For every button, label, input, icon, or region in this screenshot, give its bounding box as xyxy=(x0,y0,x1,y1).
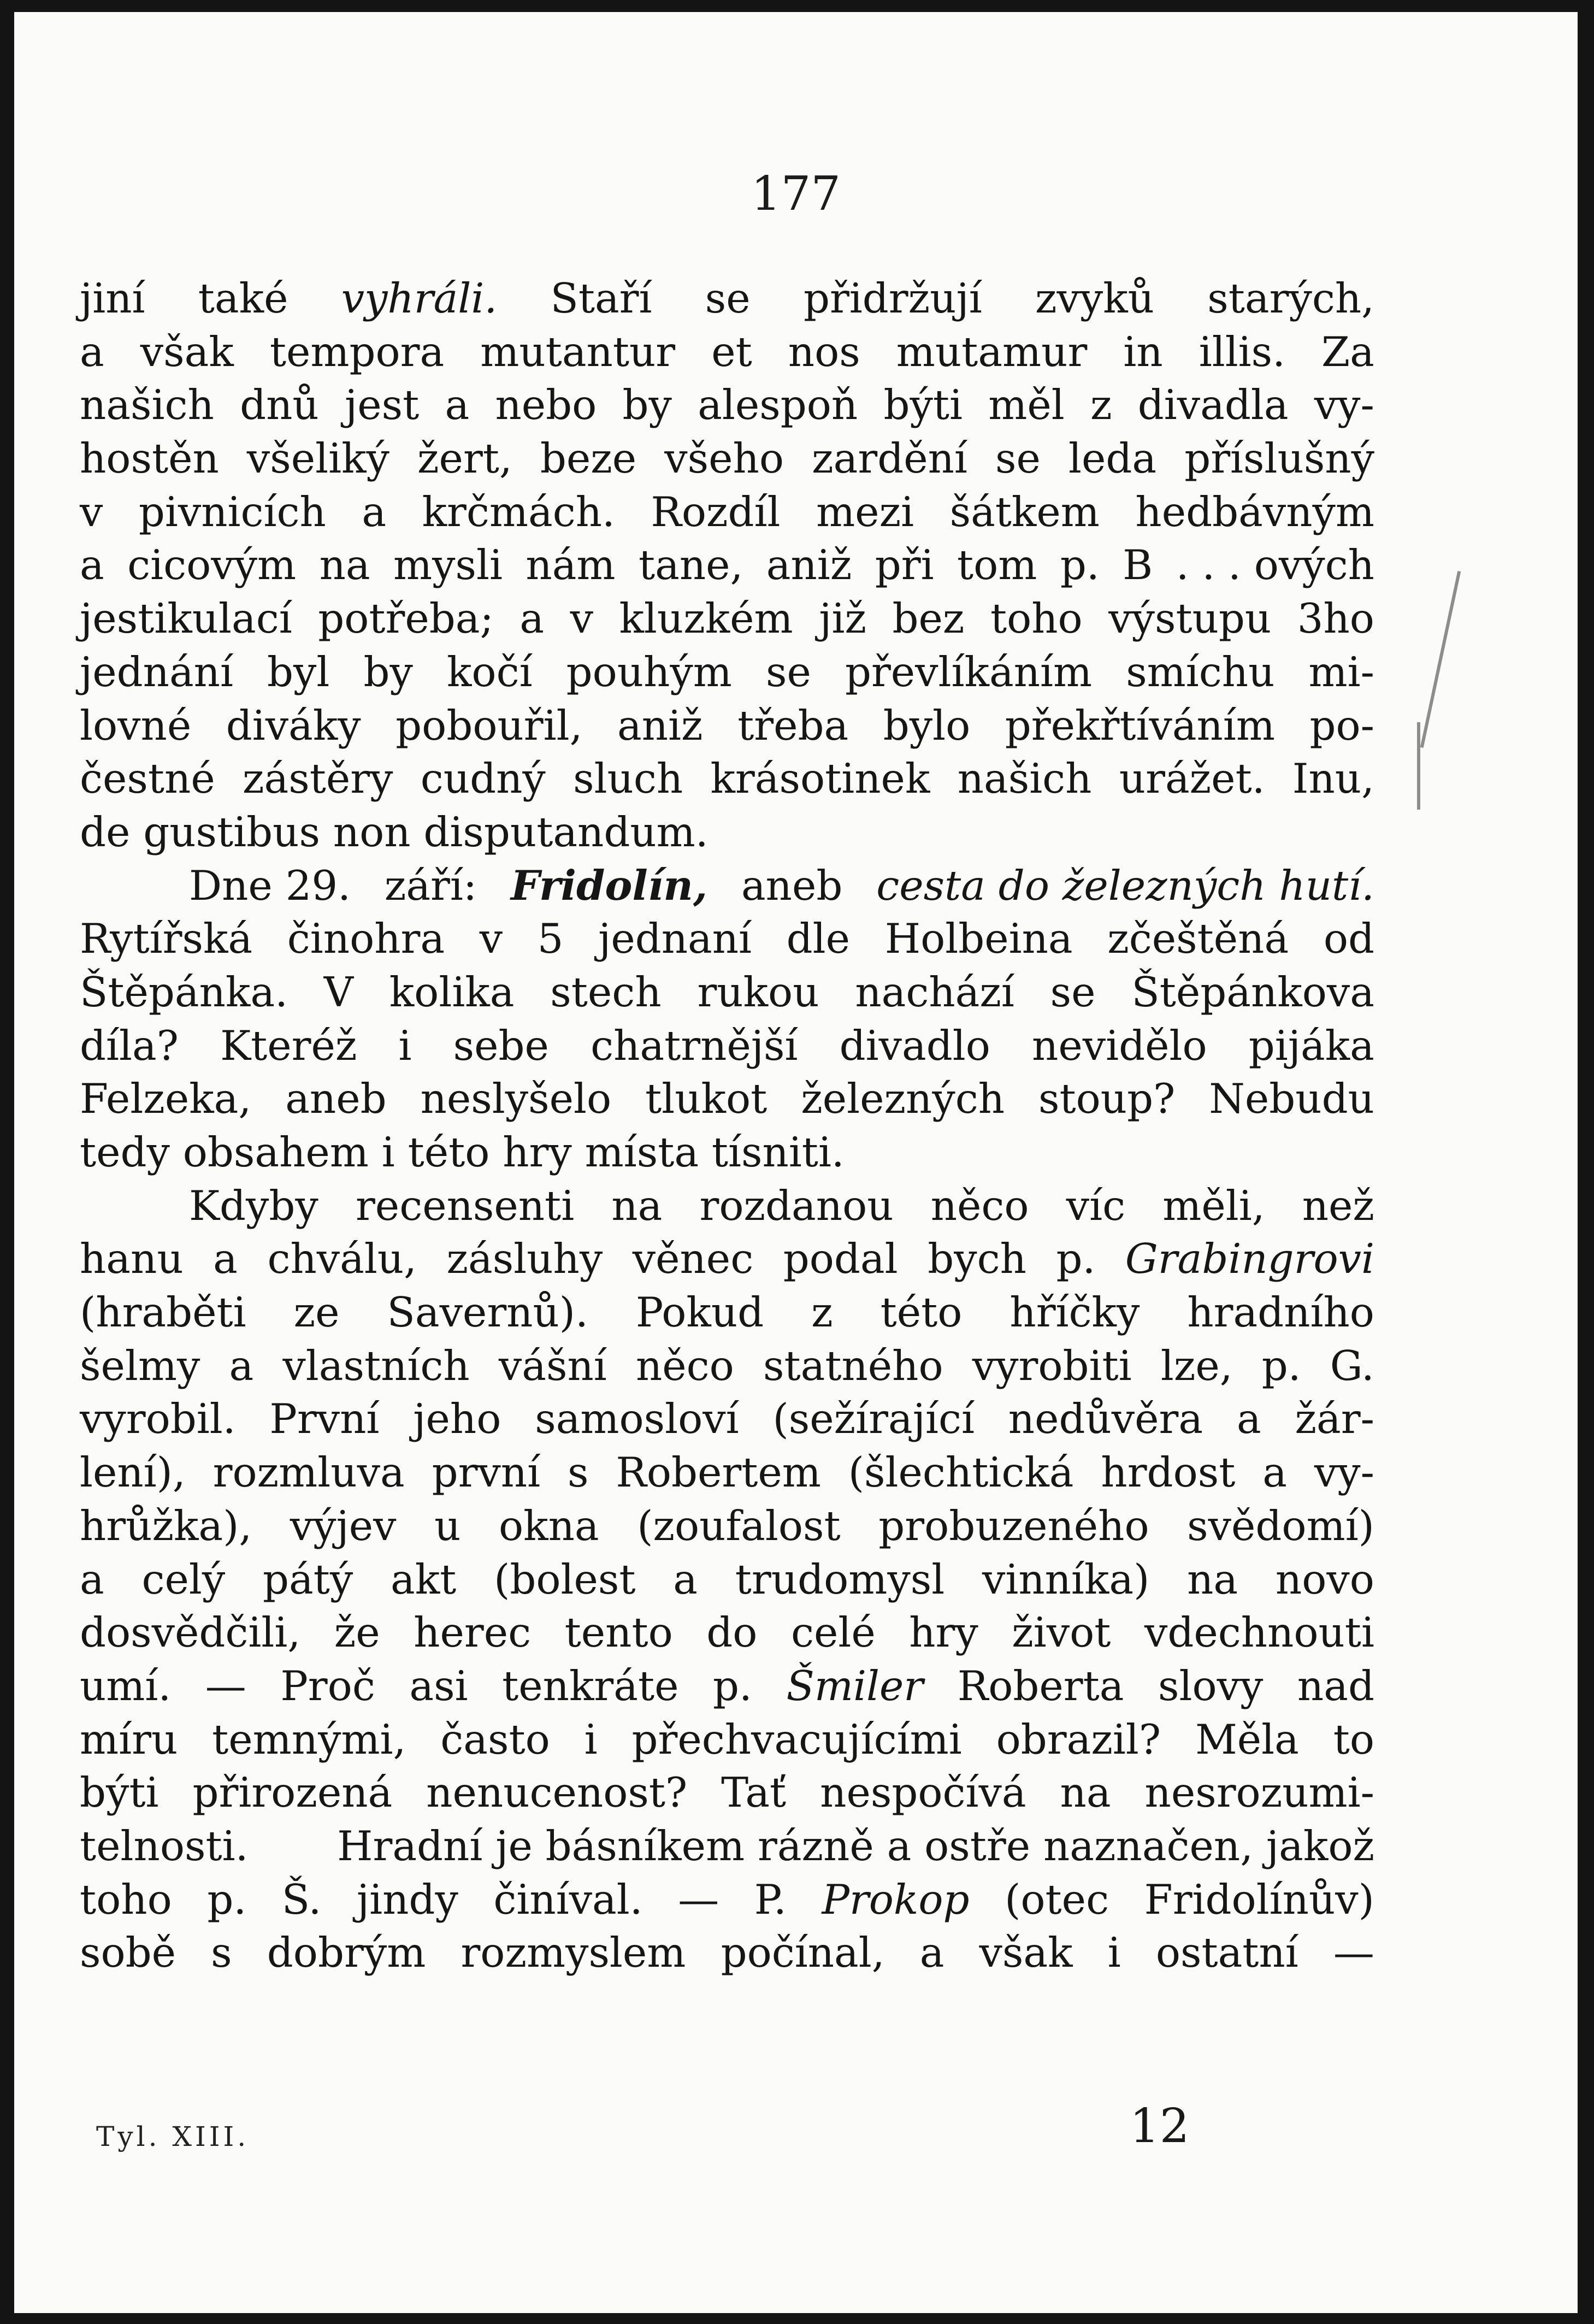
text-line: sobě s dobrým rozmyslem počínal, a však i ostatní — xyxy=(80,1928,1374,1977)
book-page xyxy=(14,12,1578,2313)
margin-mark xyxy=(1420,571,1461,748)
text-line: jednání byl by kočí pouhým se převlíkáním smíchu mi- xyxy=(80,647,1374,696)
text-line: (hraběti ze Savernů). Pokud z této hříčky hradního xyxy=(80,1288,1374,1337)
text-line: umí. — Proč asi tenkráte p. Šmiler Roberta slovy nad xyxy=(80,1660,1374,1713)
text-line: Dne 29. září: Fridolín, aneb cesta do železných hutí. xyxy=(80,859,1374,913)
text-line: toho p. Š. jindy činíval. — P. Prokop (otec Fridolínův) xyxy=(80,1873,1374,1927)
actor-name: Grabingrovi xyxy=(1125,1235,1374,1283)
page-number: 177 xyxy=(751,167,841,221)
text-line: jestikulací potřeba; a v kluzkém již bez toho výstupu 3ho xyxy=(80,594,1374,643)
italic-title: vyhráli. xyxy=(341,274,498,322)
text-line: šelmy a vlastních vášní něco statného vyrobiti lze, p. G. xyxy=(80,1341,1374,1390)
actor-name: Šmiler xyxy=(786,1661,924,1710)
text-line: hanu a chválu, zásluhy věnec podal bych p. Grabingrovi xyxy=(80,1232,1374,1286)
text-line: tedy obsahem i této hry místa tísniti. xyxy=(80,1128,845,1176)
text-line: hostěn všeliký žert, beze všeho zardění se leda příslušný xyxy=(80,434,1374,483)
text-line: a však tempora mutantur et nos mutamur in illis. Za xyxy=(80,327,1374,376)
text-line: Štěpánka. V kolika stech rukou nachází se Štěpánkova xyxy=(80,968,1374,1016)
text-line: v pivnicích a krčmách. Rozdíl mezi šátkem hedbávným xyxy=(80,487,1374,536)
text-line: míru temnými, často i přechvacujícími obrazil? Měla to xyxy=(80,1715,1374,1763)
margin-mark xyxy=(1417,722,1420,810)
play-subtitle: cesta do železných hutí. xyxy=(876,861,1374,910)
text-line: telnosti. Hradní je básníkem rázně a ostře naznačen, jakož xyxy=(80,1821,1374,1870)
actor-name: Prokop xyxy=(822,1875,970,1924)
text-line: a celý pátý akt (bolest a trudomysl vinníka) na novo xyxy=(80,1555,1374,1603)
text-line: čestné zástěry cudný sluch krásotinek našich urážet. Inu, xyxy=(80,754,1374,803)
text-line: hrůžka), výjev u okna (zoufalost probuzeného svědomí) xyxy=(80,1501,1374,1550)
text-line: jiní také vyhráli. Staří se přidržují zvyků starých, xyxy=(80,272,1374,326)
text-line: Rytířská činohra v 5 jednaní dle Holbeina zčeštěná od xyxy=(80,915,1374,963)
text-line: našich dnů jest a nebo by alespoň býti měl z divadla vy- xyxy=(80,381,1374,429)
footer-sheet-number: 12 xyxy=(1130,2099,1190,2154)
text-line: Felzeka, aneb neslyšelo tlukot železných stoup? Nebudu xyxy=(80,1075,1374,1123)
text-line: dosvědčili, že herec tento do celé hry život vdechnouti xyxy=(80,1608,1374,1657)
text-line: vyrobil. První jeho samosloví (sežírající nedůvěra a žár- xyxy=(80,1395,1374,1443)
body-text xyxy=(80,272,1374,1980)
play-title: Fridolín, xyxy=(511,861,708,910)
text-line: býti přirozená nenucenost? Tať nespočívá na nesrozumi- xyxy=(80,1768,1374,1817)
footer-signature: Tyl. XIII. xyxy=(96,2121,250,2152)
text-line: lení), rozmluva první s Robertem (šlechtická hrdost a vy- xyxy=(80,1448,1374,1497)
text-line: a cicovým na mysli nám tane, aniž při tom p. B . . . ových xyxy=(80,541,1374,589)
text-line: Kdyby recensenti na rozdanou něco víc měli, než xyxy=(189,1181,1374,1230)
text-line: de gustibus non disputandum. xyxy=(80,807,709,856)
text-line: díla? Kteréž i sebe chatrnější divadlo nevidělo pijáka xyxy=(80,1021,1374,1070)
text-line: lovné diváky pobouřil, aniž třeba bylo překřtíváním po- xyxy=(80,701,1374,750)
